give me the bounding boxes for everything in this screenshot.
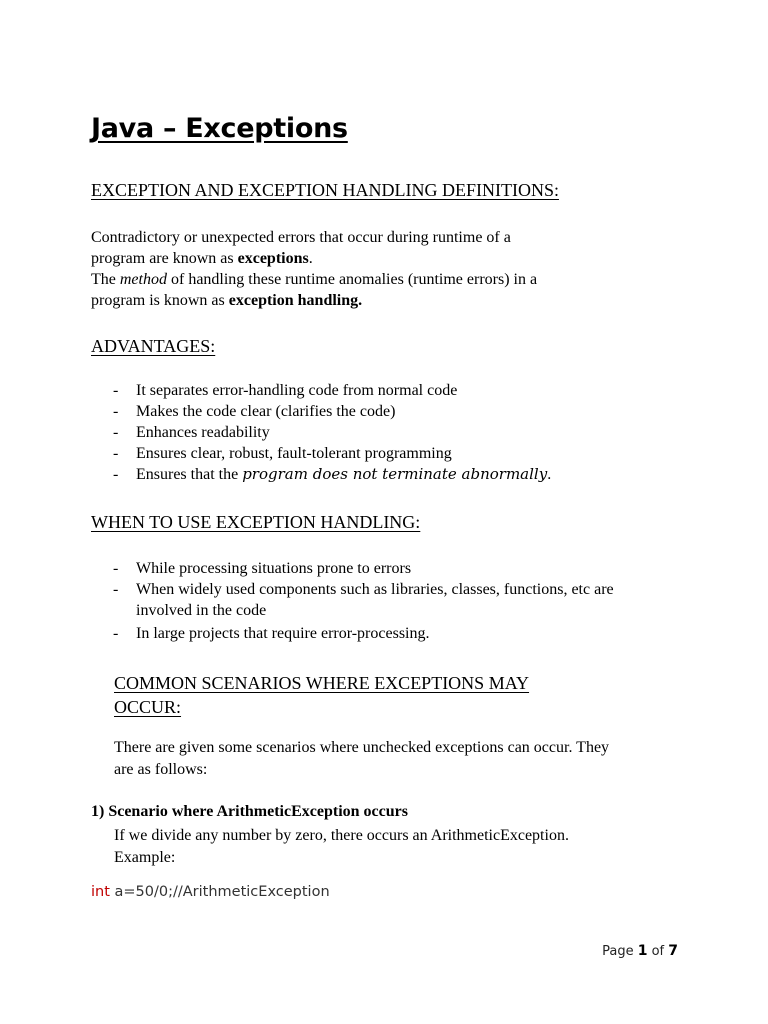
paragraph-line: There are given some scenarios where unchecked exceptions can occur. They bbox=[114, 739, 610, 756]
scenario-line: If we divide any number by zero, there occurs an ArithmeticException. bbox=[114, 827, 569, 844]
list-item: - In large projects that require error-processing. bbox=[113, 625, 430, 642]
scenario-1-body bbox=[114, 825, 569, 869]
italic-phrase: program does not terminate abnormally bbox=[242, 465, 548, 483]
italic-term-method: method bbox=[119, 271, 167, 288]
page-footer bbox=[602, 943, 678, 959]
list-item-text: While processing situations prone to errors bbox=[136, 560, 412, 577]
list-item: - When widely used components such as libraries, classes, functions, etc are involved in the code bbox=[113, 581, 614, 619]
text-run: The bbox=[91, 271, 120, 288]
page-number: 1 bbox=[637, 943, 648, 959]
definitions-line-1: Contradictory or unexpected errors that occur during runtime of a bbox=[91, 229, 511, 246]
definitions-line-2 bbox=[91, 248, 537, 269]
code-text: a=50/0;//ArithmeticException bbox=[109, 884, 330, 900]
paragraph-line: are as follows: bbox=[114, 761, 208, 778]
definitions-line-3 bbox=[91, 269, 537, 290]
document-title: Java – Exceptions bbox=[91, 113, 348, 144]
bold-term-exceptions: exceptions bbox=[237, 250, 309, 267]
scenario-heading-text: 1) Scenario where ArithmeticException occurs bbox=[91, 803, 408, 820]
list-item-text: It separates error-handling code from normal code bbox=[136, 382, 458, 399]
code-example bbox=[91, 884, 330, 900]
definitions-line-4 bbox=[91, 290, 537, 311]
section-heading-advantages: ADVANTAGES: bbox=[91, 336, 216, 356]
text-run: . bbox=[308, 250, 313, 267]
text-run: Ensures that the bbox=[136, 466, 243, 483]
section-heading-common-scenarios bbox=[114, 671, 529, 719]
list-item: - Enhances readability bbox=[113, 424, 270, 441]
heading-line: OCCUR: bbox=[114, 697, 182, 717]
heading-line: COMMON SCENARIOS WHERE EXCEPTIONS MAY bbox=[114, 673, 530, 693]
when-to-use-list bbox=[91, 558, 614, 644]
page-total: 7 bbox=[668, 943, 678, 959]
definitions-paragraph bbox=[91, 227, 537, 311]
list-item: - Ensures clear, robust, fault-tolerant programming bbox=[113, 445, 452, 462]
list-item-text: Ensures clear, robust, fault-tolerant programming bbox=[136, 445, 452, 462]
scenario-example-label: Example: bbox=[114, 849, 176, 866]
list-item-text: Makes the code clear (clarifies the code) bbox=[136, 403, 396, 420]
list-item: - While processing situations prone to errors bbox=[113, 560, 412, 577]
list-item-text: In large projects that require error-processing. bbox=[136, 625, 430, 642]
section-heading-definitions: EXCEPTION AND EXCEPTION HANDLING DEFINITIONS: bbox=[91, 180, 559, 200]
page-label: Page bbox=[602, 944, 638, 959]
list-item-text: When widely used components such as libraries, classes, functions, etc are bbox=[136, 581, 614, 598]
list-item-text: involved in the code bbox=[136, 602, 267, 619]
common-scenarios-paragraph bbox=[114, 737, 609, 781]
section-heading-when-to-use: WHEN TO USE EXCEPTION HANDLING: bbox=[91, 512, 421, 532]
bold-term-exception-handling: exception handling. bbox=[228, 292, 363, 309]
list-item-text: Enhances readability bbox=[136, 424, 270, 441]
page-of-label: of bbox=[647, 944, 669, 959]
list-item: - Makes the code clear (clarifies the code) bbox=[113, 403, 396, 420]
text-run: of handling these runtime anomalies (runtime errors) in a bbox=[166, 271, 538, 288]
advantages-list bbox=[91, 380, 551, 485]
text-run: . bbox=[547, 466, 552, 483]
scenario-1-heading bbox=[91, 801, 408, 822]
list-item: - It separates error-handling code from normal code bbox=[113, 382, 458, 399]
text-run: program are known as bbox=[91, 250, 238, 267]
text-run: program is known as bbox=[91, 292, 229, 309]
code-keyword: int bbox=[91, 884, 110, 900]
list-item: - Ensures that the program does not terminate abnormally. bbox=[113, 465, 552, 483]
